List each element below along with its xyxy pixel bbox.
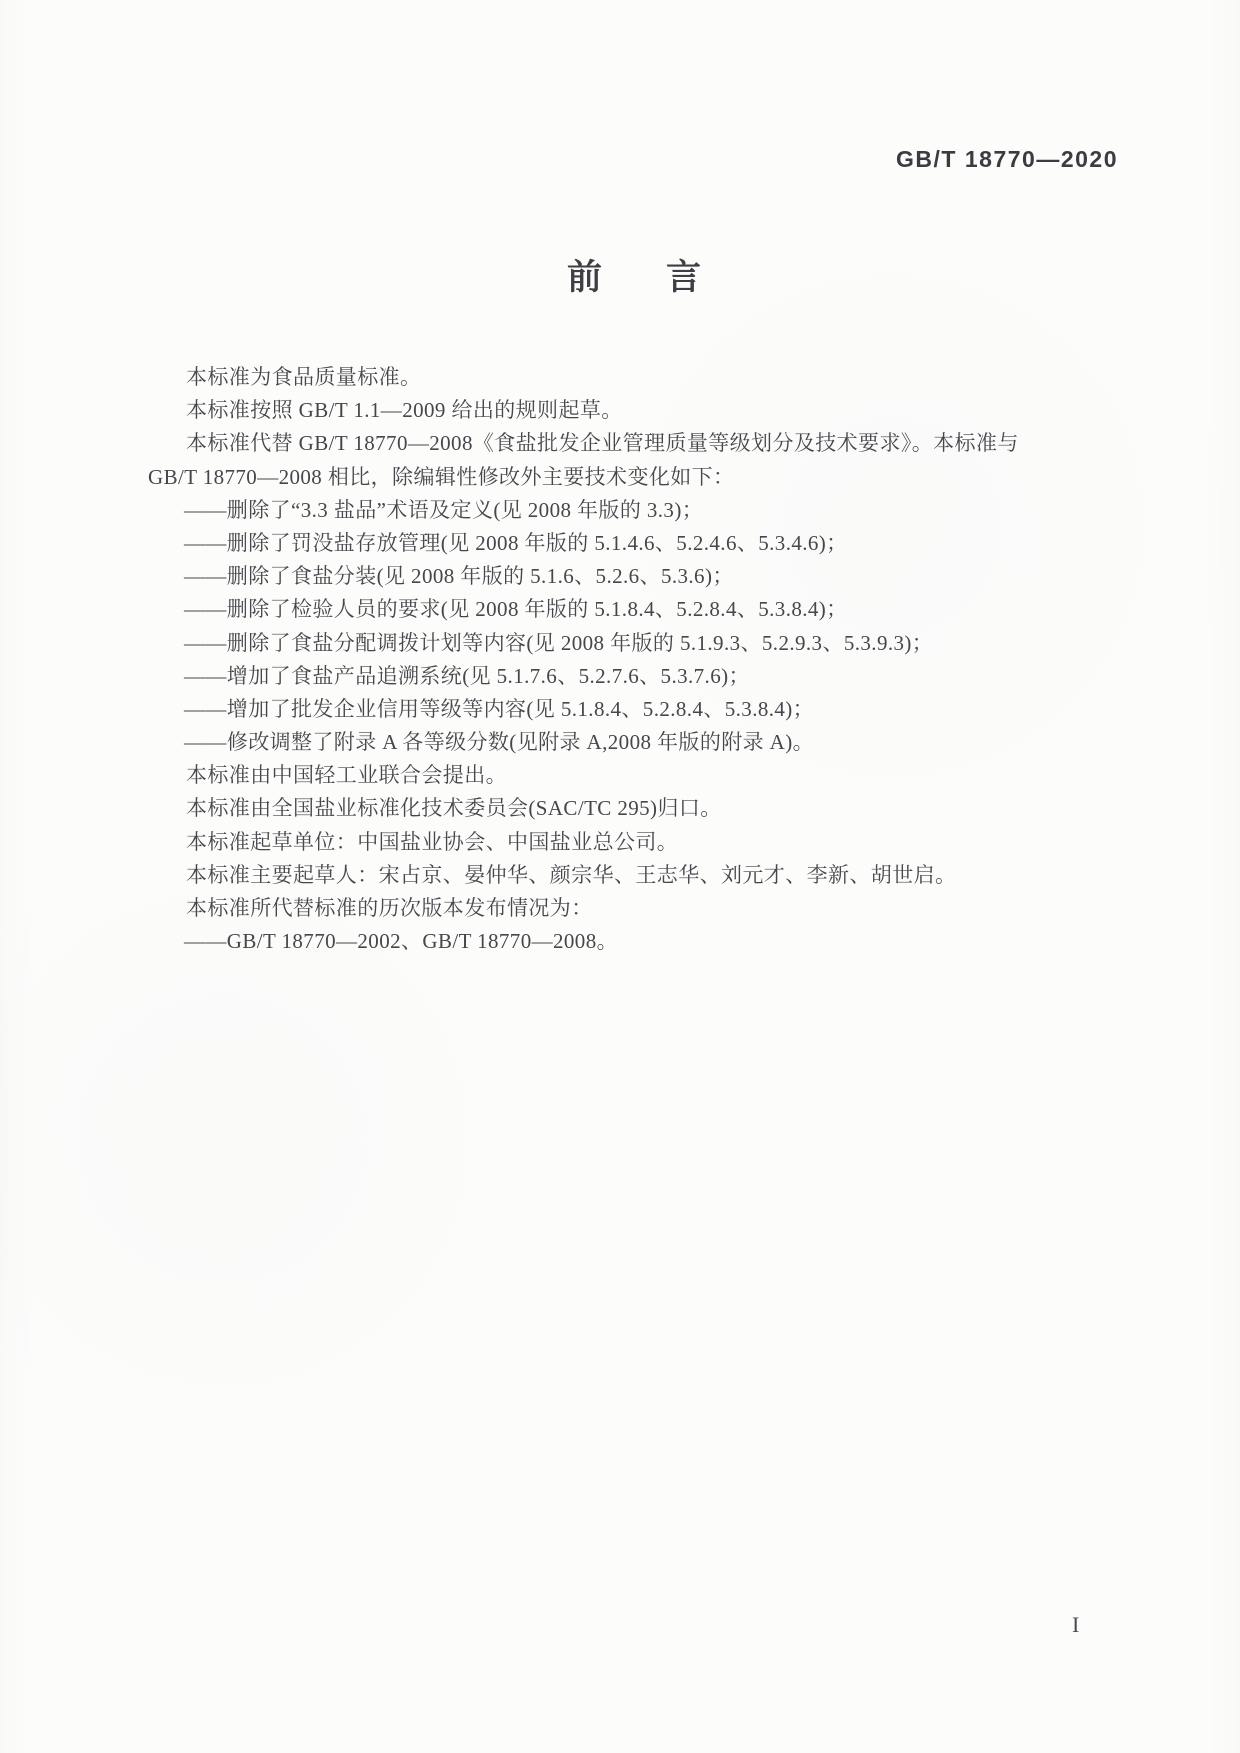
- foreword-change-item: ——删除了食盐分配调拨计划等内容(见 2008 年版的 5.1.9.3、5.2.9.3、5.3.9.3)；: [184, 630, 934, 655]
- foreword-line: 本标准所代替标准的历次版本发布情况为：: [186, 896, 593, 920]
- foreword-change-item: ——删除了罚没盐存放管理(见 2008 年版的 5.1.4.6、5.2.4.6、5.3.4.6)；: [184, 530, 848, 555]
- foreword-change-item: ——删除了检验人员的要求(见 2008 年版的 5.1.8.4、5.2.8.4、5.3.8.4)；: [184, 597, 848, 622]
- foreword-line: 本标准由中国轻工业联合会提出。: [186, 763, 507, 788]
- foreword-change-item: ——增加了批发企业信用等级等内容(见 5.1.8.4、5.2.8.4、5.3.8.4)；: [184, 696, 815, 721]
- foreword-change-item: ——删除了“3.3 盐品”术语及定义(见 2008 年版的 3.3)；: [184, 497, 704, 522]
- foreword-title: [0, 250, 1240, 300]
- foreword-change-item: ——删除了食盐分装(见 2008 年版的 5.1.6、5.2.6、5.3.6)；: [184, 564, 734, 589]
- foreword-line: 本标准按照 GB/T 1.1—2009 给出的规则起草。: [186, 398, 623, 423]
- foreword-title-char-2: 言: [666, 258, 702, 297]
- foreword-line: 本标准由全国盐业标准化技术委员会(SAC/TC 295)归口。: [186, 796, 722, 821]
- foreword-body: [148, 361, 1118, 958]
- foreword-line: 本标准主要起草人：宋占京、晏仲华、颜宗华、王志华、刘元才、李新、胡世启。: [186, 862, 957, 887]
- foreword-line: GB/T 18770—2008 相比，除编辑性修改外主要技术变化如下：: [148, 464, 735, 489]
- foreword-line: 本标准起草单位：中国盐业协会、中国盐业总公司。: [186, 829, 679, 854]
- foreword-change-item: ——修改调整了附录 A 各等级分数(见附录 A,2008 年版的附录 A)。: [184, 730, 815, 755]
- standard-code-header: GB/T 18770—2020: [896, 146, 1118, 172]
- foreword-previous-editions: ——GB/T 18770—2002、GB/T 18770—2008。: [184, 929, 619, 954]
- foreword-title-char-1: 前: [566, 258, 602, 297]
- foreword-line: 本标准代替 GB/T 18770—2008《食盐批发企业管理质量等级划分及技术要求》。本标准与: [186, 431, 1019, 456]
- page-number: I: [1072, 1612, 1080, 1637]
- foreword-line: 本标准为食品质量标准。: [186, 365, 422, 389]
- foreword-change-item: ——增加了食盐产品追溯系统(见 5.1.7.6、5.2.7.6、5.3.7.6)；: [184, 663, 750, 688]
